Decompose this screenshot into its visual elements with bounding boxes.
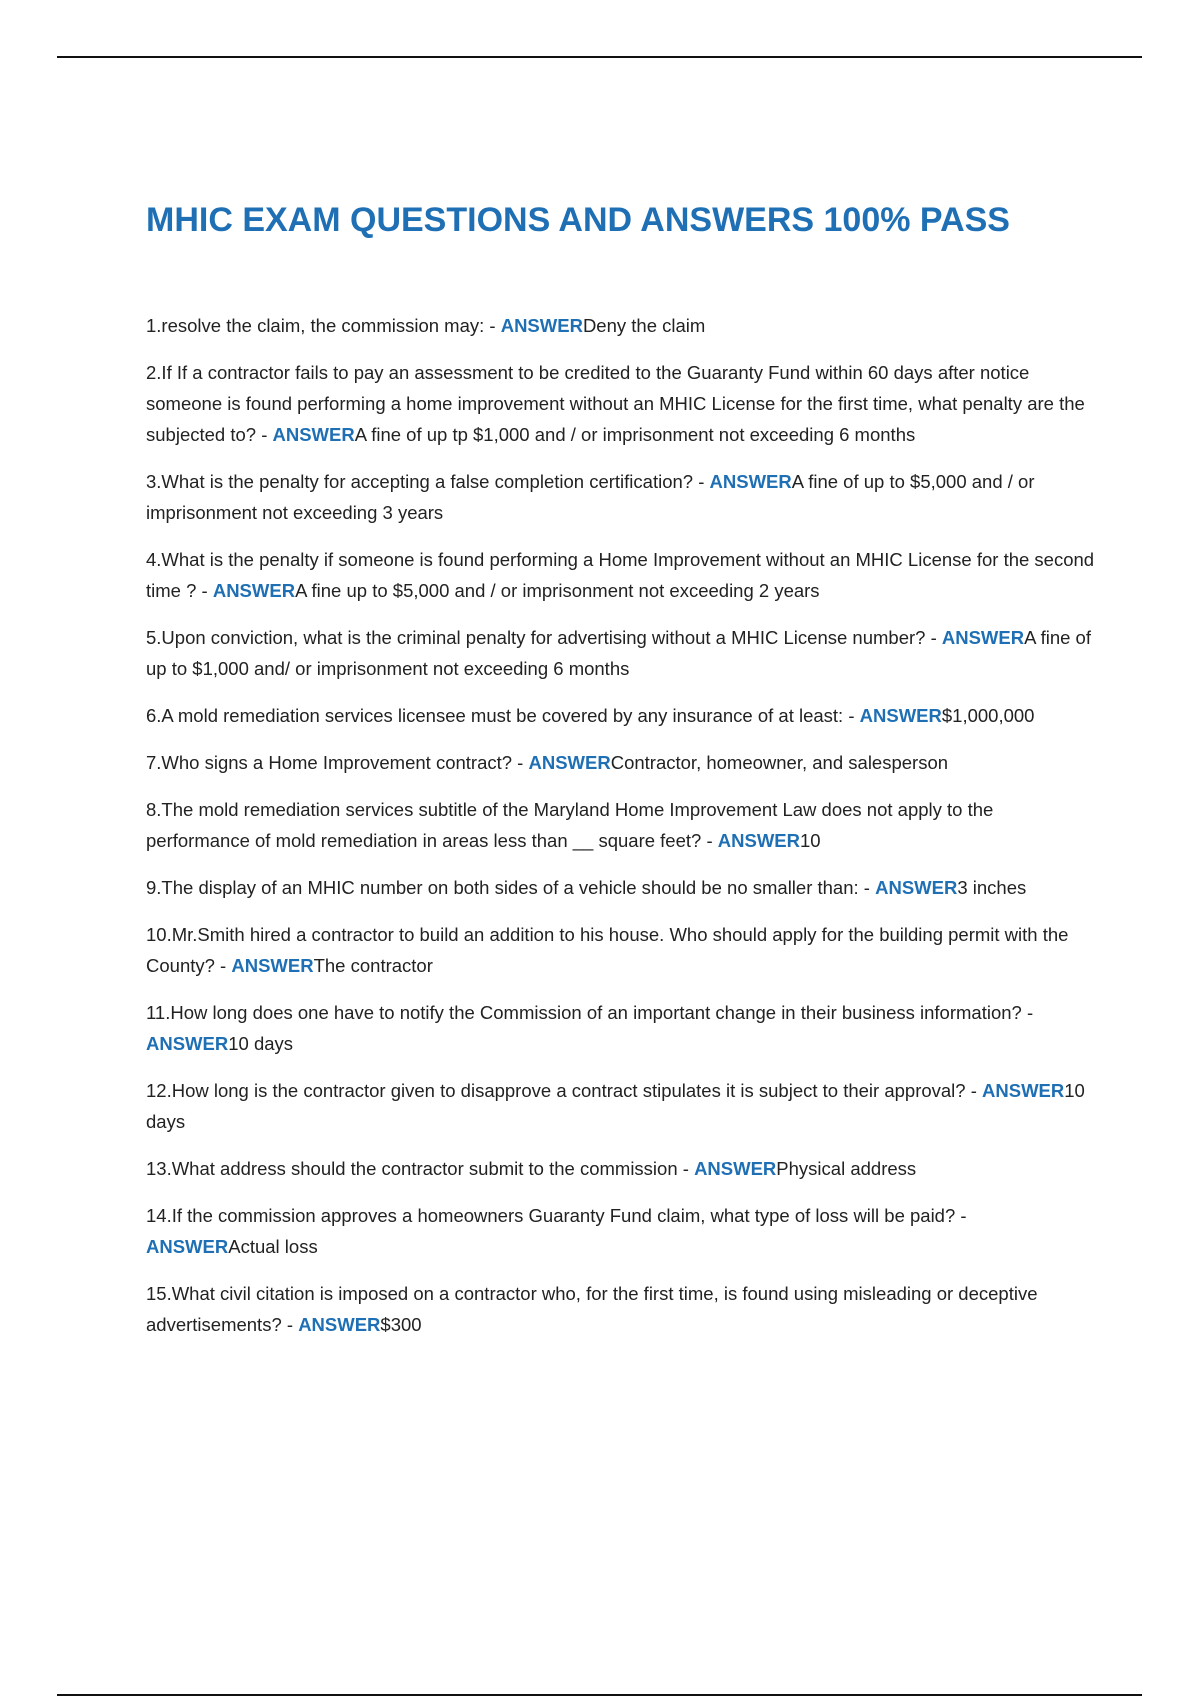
qa-item (146, 1075, 1096, 1137)
answer-text: The contractor (313, 955, 433, 976)
top-divider (57, 56, 1142, 58)
qa-item (146, 544, 1096, 606)
question-text: 2.If If a contractor fails to pay an assessment to be credited to the Guaranty Fund within 60 days after notice someone is found performing a home improvement without an MHIC License for the first time, what penalty are the subjected to? - (146, 362, 1085, 445)
qa-item (146, 466, 1096, 528)
question-text: 9.The display of an MHIC number on both sides of a vehicle should be no smaller than: - (146, 877, 876, 898)
qa-item (146, 794, 1096, 856)
question-text: 12.How long is the contractor given to disapprove a contract stipulates it is subject to their approval? - (146, 1080, 983, 1101)
answer-label: ANSWER (875, 877, 958, 898)
answer-label: ANSWER (298, 1314, 381, 1335)
answer-text: A fine up to $5,000 and / or imprisonment not exceeding 2 years (295, 580, 820, 601)
question-text: 7.Who signs a Home Improvement contract? - (146, 752, 529, 773)
bottom-divider (57, 1694, 1142, 1696)
qa-item (146, 997, 1096, 1059)
answer-label: ANSWER (212, 580, 296, 601)
qa-item (146, 1153, 1096, 1184)
answer-text: $300 (380, 1314, 422, 1335)
question-text: 13.What address should the contractor submit to the commission - (146, 1158, 695, 1179)
question-text: 8.The mold remediation services subtitle of the Maryland Home Improvement Law does not apply to the performance of mold remediation in areas less than __ square feet? - (146, 799, 994, 851)
qa-item (146, 747, 1096, 778)
answer-text: A fine of up to $5,000 and / or imprisonment not exceeding 3 years (146, 471, 1035, 523)
answer-label: ANSWER (982, 1080, 1065, 1101)
answer-text: Deny the claim (582, 315, 706, 336)
qa-item (146, 919, 1096, 981)
qa-item (146, 700, 1096, 731)
answer-label: ANSWER (146, 1236, 229, 1257)
question-text: 11.How long does one have to notify the Commission of an important change in their business information? - (146, 1002, 1034, 1023)
answer-text: 10 (800, 830, 821, 851)
answer-text: A fine of up tp $1,000 and / or imprisonment not exceeding 6 months (354, 424, 916, 445)
answer-text: 10 days (146, 1080, 1085, 1132)
qa-item (146, 310, 1096, 341)
qa-item (146, 1200, 1096, 1262)
question-text: 3.What is the penalty for accepting a false completion certification? - (146, 471, 710, 492)
question-text: 4.What is the penalty if someone is found performing a Home Improvement without an MHIC License for the second time ? - (146, 549, 1095, 601)
answer-text: 10 days (228, 1033, 294, 1054)
question-text: 15.What civil citation is imposed on a contractor who, for the first time, is found using misleading or deceptive advertisements? - (146, 1283, 1038, 1335)
qa-item (146, 872, 1096, 903)
qa-item (146, 622, 1096, 684)
question-list (146, 310, 1096, 1356)
answer-text: Actual loss (228, 1236, 318, 1257)
page-title: MHIC EXAM QUESTIONS AND ANSWERS 100% PASS (146, 201, 1010, 239)
answer-text: Contractor, homeowner, and salesperson (610, 752, 949, 773)
answer-label: ANSWER (146, 1033, 229, 1054)
qa-item (146, 357, 1096, 450)
question-text: 1.resolve the claim, the commission may: - (146, 315, 501, 336)
answer-label: ANSWER (231, 955, 314, 976)
answer-label: ANSWER (709, 471, 792, 492)
question-text: 6.A mold remediation services licensee must be covered by any insurance of at least: - (146, 705, 860, 726)
answer-label: ANSWER (500, 315, 583, 336)
answer-label: ANSWER (859, 705, 942, 726)
answer-text: 3 inches (957, 877, 1027, 898)
answer-label: ANSWER (528, 752, 611, 773)
question-text: 5.Upon conviction, what is the criminal penalty for advertising without a MHIC License number? - (146, 627, 942, 648)
answer-label: ANSWER (941, 627, 1025, 648)
answer-text: $1,000,000 (941, 705, 1035, 726)
answer-text: A fine of up to $1,000 and/ or imprisonment not exceeding 6 months (146, 627, 1091, 679)
answer-label: ANSWER (272, 424, 355, 445)
qa-item (146, 1278, 1096, 1340)
answer-text: Physical address (776, 1158, 917, 1179)
answer-label: ANSWER (717, 830, 800, 851)
question-text: 10.Mr.Smith hired a contractor to build an addition to his house. Who should apply for the building permit with the County? - (146, 924, 1069, 976)
answer-label: ANSWER (694, 1158, 777, 1179)
question-text: 14.If the commission approves a homeowners Guaranty Fund claim, what type of loss will be paid? - (146, 1205, 967, 1226)
